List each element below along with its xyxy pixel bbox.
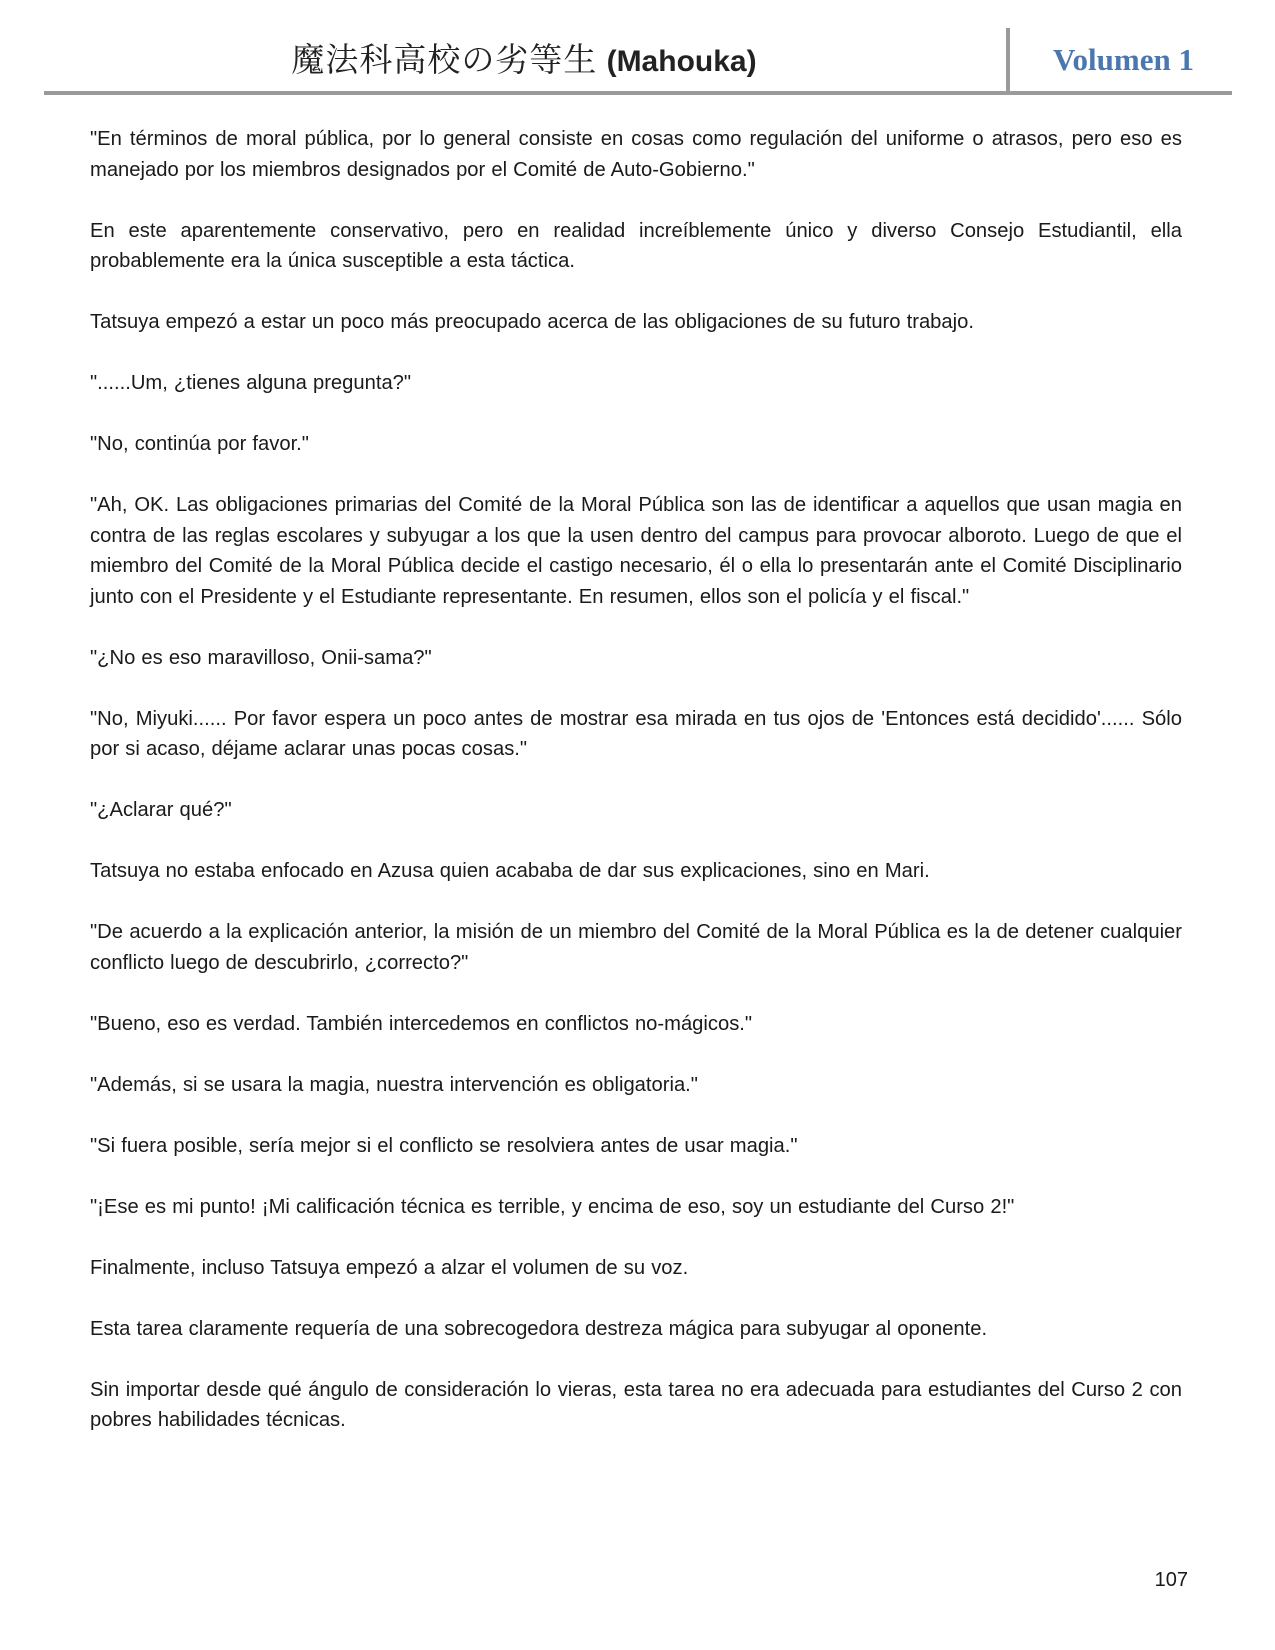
paragraph: "¿No es eso maravilloso, Onii-sama?" [90,646,432,669]
paragraph: Esta tarea claramente requería de una sobrecogedora destreza mágica para subyugar al oponente. [90,1317,988,1340]
paragraph: "No, continúa por favor." [90,433,309,455]
paragraph: "De acuerdo a la explicación anterior, la misión de un miembro del Comité de la Moral Pública es la de detener cualquier conflicto luego de descubrirlo, ¿correcto?" [90,921,1182,974]
book-title-japanese: 魔法科高校の劣等生 [291,40,598,79]
book-title [44,38,1004,84]
paragraph: "¿Aclarar qué?" [90,799,232,821]
paragraph: "¡Ese es mi punto! ¡Mi calificación técnica es terrible, y encima de eso, soy un estudiante del Curso 2!" [90,1195,1015,1218]
paragraph: Tatsuya empezó a estar un poco más preocupado acerca de las obligaciones de su futuro trabajo. [90,311,974,333]
page-number: 107 [1154,1569,1188,1591]
paragraph: En este aparentemente conservativo, pero en realidad increíblemente único y diverso Consejo Estudiantil, ella probablemente era la única susceptible a esta táctica. [90,219,1182,272]
paragraph: Tatsuya no estaba enfocado en Azusa quien acababa de dar sus explicaciones, sino en Mari. [90,860,930,882]
paragraph: "......Um, ¿tienes alguna pregunta?" [90,372,412,394]
header-vertical-divider [1006,28,1010,92]
paragraph: "Si fuera posible, sería mejor si el conflicto se resolviera antes de usar magia." [90,1134,798,1157]
paragraph: "Además, si se usara la magia, nuestra intervención es obligatoria." [90,1073,698,1096]
page-body [90,124,1182,1466]
paragraph: "En términos de moral pública, por lo general consiste en cosas como regulación del uniforme o atrasos, pero eso es manejado por los miembros designados por el Comité de Auto-Gobierno." [90,128,1182,181]
paragraph: "No, Miyuki...... Por favor espera un poco antes de mostrar esa mirada en tus ojos de 'Entonces está decidido'...... Sólo por si acaso, déjame aclarar unas pocas cosas." [90,707,1182,760]
paragraph: "Ah, OK. Las obligaciones primarias del Comité de la Moral Pública son las de identificar a aquellos que usan magia en contra de las reglas escolares y subyugar a los que la usen dentro del campus para provocar alboroto. Luego de que el miembro del Comité de la Moral Pública decide el castigo necesario, él o ella lo presentarán ante el Comité Disciplinario junto con el Presidente y el Estudiante representante. En resumen, ellos son el policía y el fiscal." [90,494,1182,608]
paragraph: Finalmente, incluso Tatsuya empezó a alzar el volumen de su voz. [90,1256,689,1279]
page-header [44,28,1231,94]
book-title-english: (Mahouka) [606,45,757,78]
header-rule [44,91,1232,95]
paragraph: "Bueno, eso es verdad. También intercedemos en conflictos no-mágicos." [90,1012,753,1035]
paragraph: Sin importar desde qué ángulo de consideración lo vieras, esta tarea no era adecuada para estudiantes del Curso 2 con pobres habilidades técnicas. [90,1378,1182,1431]
volume-label: Volumen 1 [1053,42,1194,77]
